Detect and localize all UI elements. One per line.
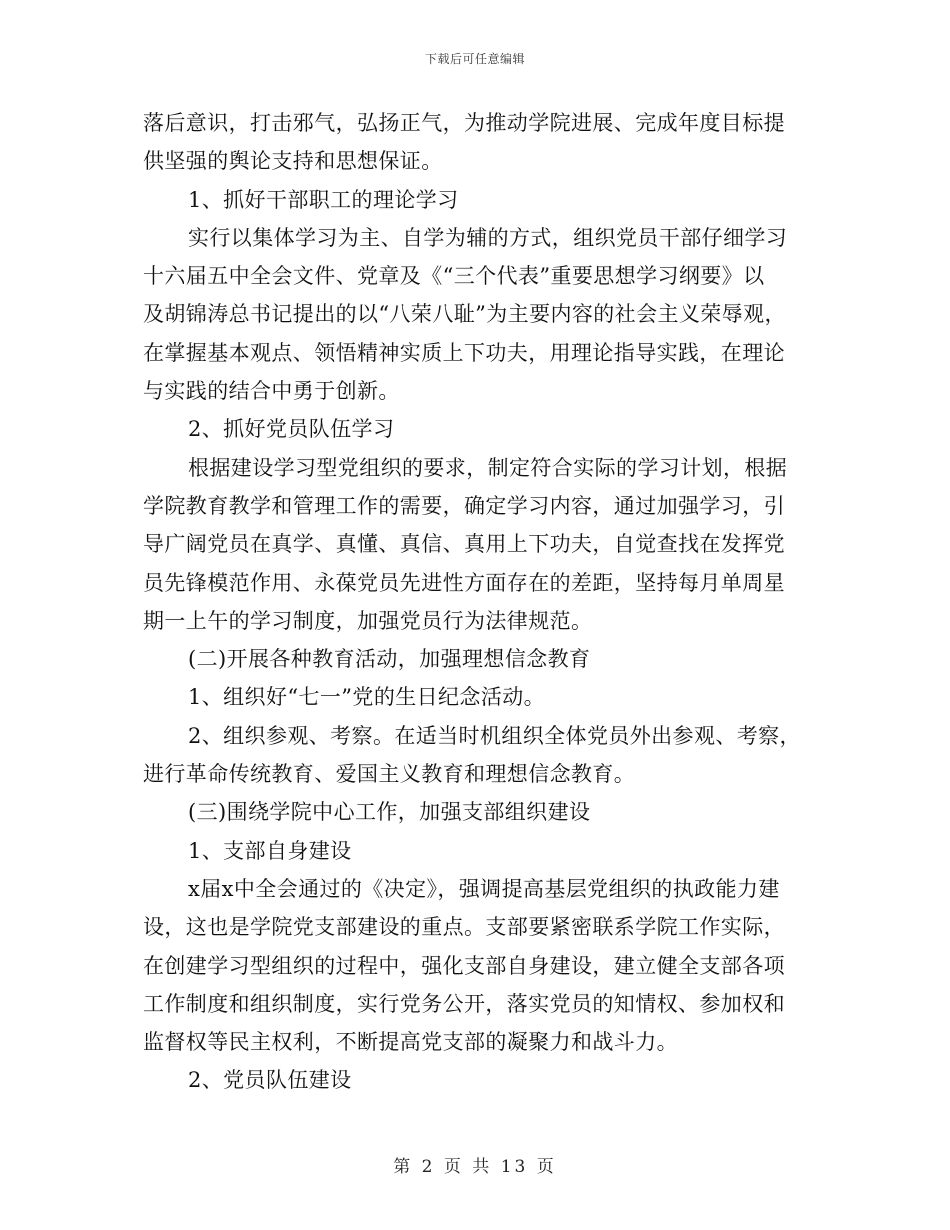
text-line: 十六届五中全会文件、党章及《“三个代表”重要思想学习纲要》以 xyxy=(143,264,765,289)
text-line: x届x中全会通过的《决定》，强调提高基层党组织的执政能力建 xyxy=(188,876,780,901)
text-line: 设，这也是学院党支部建设的重点。支部要紧密联系学院工作实际， xyxy=(143,915,785,940)
text-line: 2、党员队伍建设 xyxy=(188,1068,352,1093)
text-line: 实行以集体学习为主、自学为辅的方式，组织党员干部仔细学习 xyxy=(188,225,788,250)
text-line: 2、组织参观、考察。在适当时机组织全体党员外出参观、考察， xyxy=(188,723,801,748)
text-line: 及胡锦涛总书记提出的以“八荣八耻”为主要内容的社会主义荣辱观， xyxy=(143,302,786,327)
text-line: 进行革命传统教育、爱国主义教育和理想信念教育。 xyxy=(143,762,636,787)
text-line: 2、抓好党员队伍学习 xyxy=(188,417,395,442)
page-header: 下载后可任意编辑 xyxy=(424,52,525,66)
text-line: 1、抓好干部职工的理论学习 xyxy=(188,187,459,212)
text-line: 1、组织好“七一”党的生日纪念活动。 xyxy=(188,685,546,710)
text-line: 1、支部自身建设 xyxy=(188,838,352,863)
text-line: 员先锋模范作用、永葆党员先进性方面存在的差距，坚持每月单周星 xyxy=(143,570,785,595)
body-text xyxy=(143,104,811,1100)
text-line: 在掌握基本观点、领悟精神实质上下功夫，用理论指导实践，在理论 xyxy=(143,340,785,365)
text-line: 监督权等民主权利，不断提高党支部的凝聚力和战斗力。 xyxy=(143,1030,678,1055)
text-line: 导广阔党员在真学、真懂、真信、真用上下功夫，自觉查找在发挥党 xyxy=(143,532,785,557)
text-line: 期一上午的学习制度，加强党员行为法律规范。 xyxy=(143,608,593,633)
text-line: 落后意识，打击邪气，弘扬正气，为推动学院进展、完成年度目标提 xyxy=(143,111,785,135)
text-line: (三)围绕学院中心工作，加强支部组织建设 xyxy=(188,800,591,825)
text-line: (二)开展各种教育活动，加强理想信念教育 xyxy=(188,647,591,672)
text-line: 工作制度和组织制度，实行党务公开，落实党员的知情权、参加权和 xyxy=(143,991,785,1016)
page-footer: 第 2 页 共 13 页 xyxy=(393,1157,557,1177)
text-line: 在创建学习型组织的过程中，强化支部自身建设，建立健全支部各项 xyxy=(143,953,785,978)
text-line: 学院教育教学和管理工作的需要，确定学习内容，通过加强学习，引 xyxy=(143,493,785,518)
text-line: 与实践的结合中勇于创新。 xyxy=(143,379,400,404)
text-line: 供坚强的舆论支持和思想保证。 xyxy=(143,149,443,174)
text-line: 根据建设学习型党组织的要求，制定符合实际的学习计划，根据 xyxy=(188,455,788,480)
